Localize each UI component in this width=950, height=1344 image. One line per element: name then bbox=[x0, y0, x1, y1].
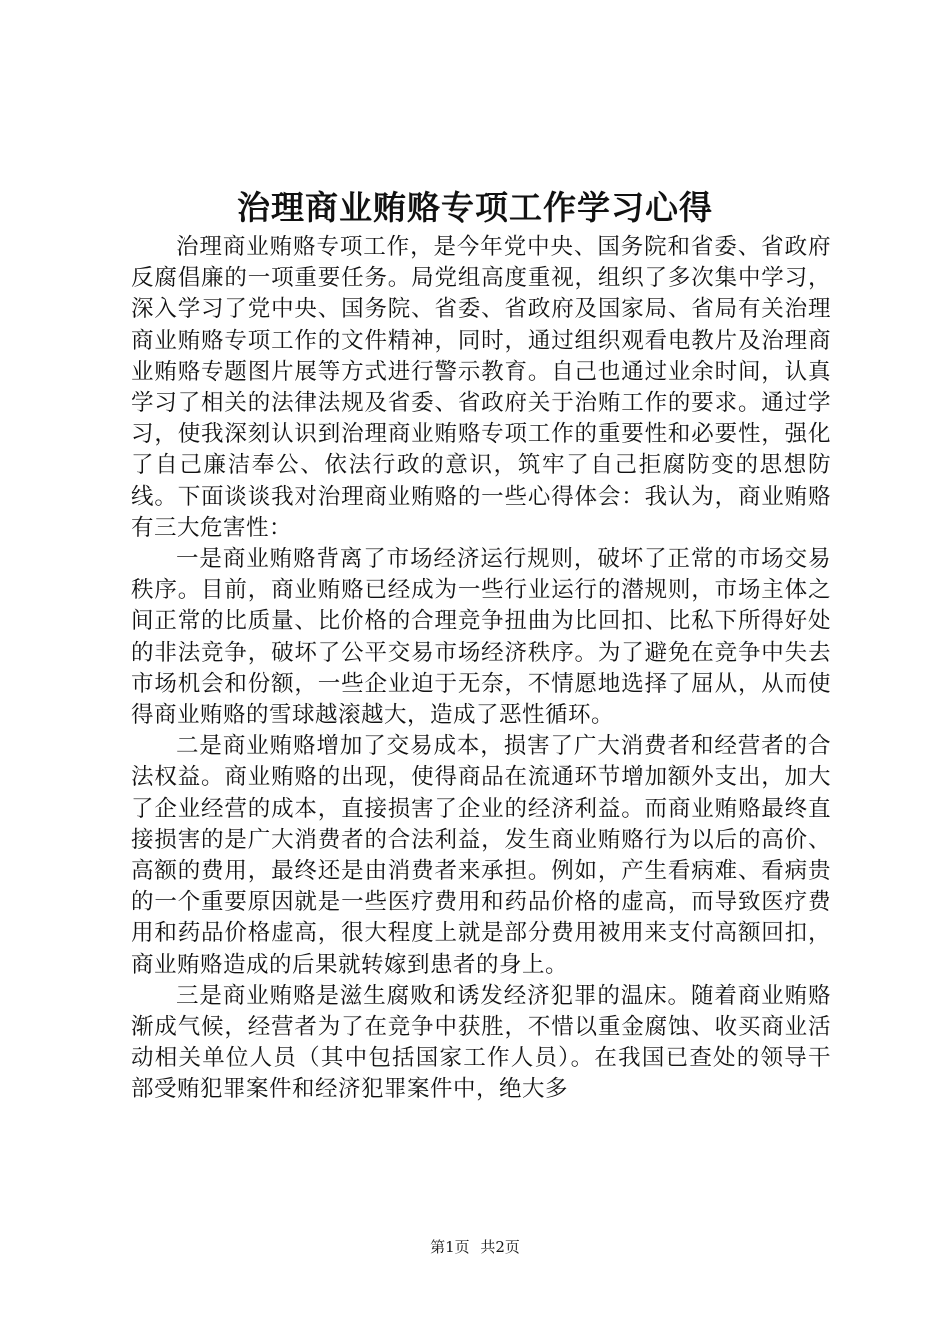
document-title: 治理商业贿赂专项工作学习心得 bbox=[237, 188, 713, 227]
document-body bbox=[131, 232, 831, 1106]
paragraph-intro: 治理商业贿赂专项工作，是今年党中央、国务院和省委、省政府反腐倡廉的一项重要任务。局党组高度重视，组织了多次集中学习，深入学习了党中央、国务院、省委、省政府及国家局、省局有关治理商业贿赂专项工作的文件精神，同时，通过组织观看电教片及治理商业贿赂专题图片展等方式进行警示教育。自己也通过业余时间，认真学习了相关的法律法规及省委、省政府关于治贿工作的要求。通过学习，使我深刻认识到治理商业贿赂专项工作的重要性和必要性，强化了自己廉洁奉公、依法行政的意识，筑牢了自己拒腐防变的思想防线。下面谈谈我对治理商业贿赂的一些心得体会：我认为，商业贿赂有三大危害性： bbox=[131, 234, 831, 541]
page-total: 共2页 bbox=[480, 1238, 520, 1256]
paragraph-harm-three: 三是商业贿赂是滋生腐败和诱发经济犯罪的温床。随着商业贿赂渐成气候，经营者为了在竞争中获胜，不惜以重金腐蚀、收买商业活动相关单位人员（其中包括国家工作人员）。在我国已查处的领导干部受贿犯罪案件和经济犯罪案件中，绝大多 bbox=[131, 982, 831, 1103]
paragraph-harm-two: 二是商业贿赂增加了交易成本，损害了广大消费者和经营者的合法权益。商业贿赂的出现，使得商品在流通环节增加额外支出，加大了企业经营的成本，直接损害了企业的经济利益。而商业贿赂最终直接损害的是广大消费者的合法利益，发生商业贿赂行为以后的高价、高额的费用，最终还是由消费者来承担。例如，产生看病难、看病贵的一个重要原因就是一些医疗费用和药品价格的虚高，而导致医疗费用和药品价格虚高，很大程度上就是部分费用被用来支付高额回扣，商业贿赂造成的后果就转嫁到患者的身上。 bbox=[131, 733, 831, 978]
page-number: 第1页 bbox=[430, 1238, 470, 1256]
paragraph-harm-one: 一是商业贿赂背离了市场经济运行规则，破坏了正常的市场交易秩序。目前，商业贿赂已经成为一些行业运行的潜规则，市场主体之间正常的比质量、比价格的合理竞争扭曲为比回扣、比私下所得好处的非法竞争，破坏了公平交易市场经济秩序。为了避免在竞争中失去市场机会和份额，一些企业迫于无奈，不情愿地选择了屈从，从而使得商业贿赂的雪球越滚越大，造成了恶性循环。 bbox=[131, 546, 831, 729]
page-footer bbox=[0, 1237, 950, 1257]
